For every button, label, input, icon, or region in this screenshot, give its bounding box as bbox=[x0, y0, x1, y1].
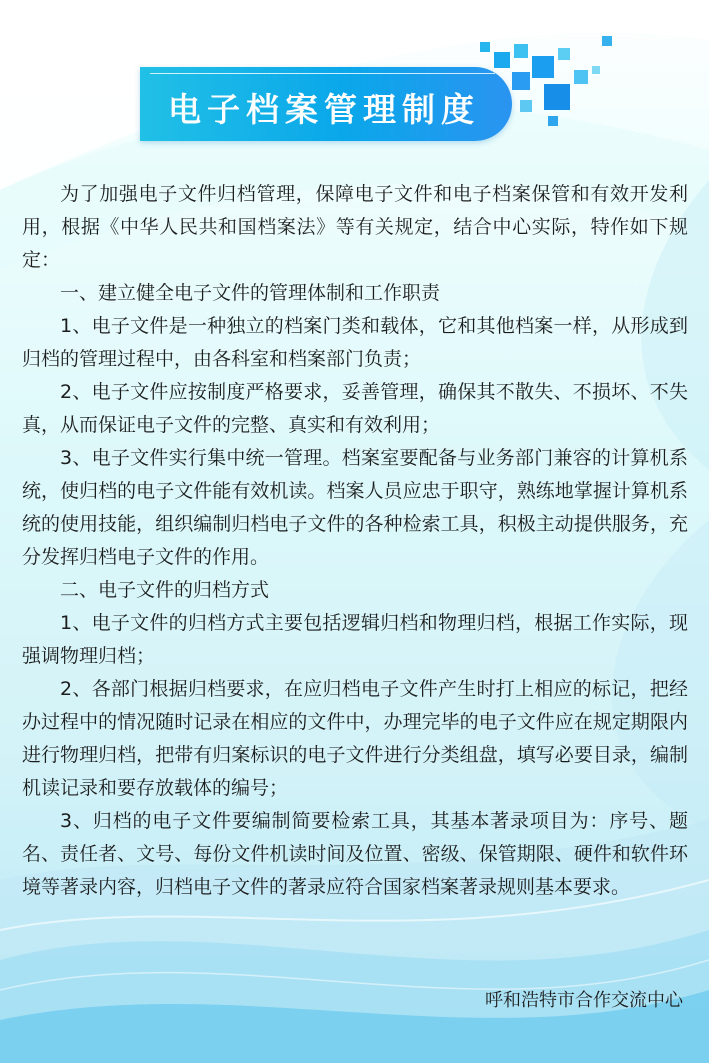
section-heading-1: 一、建立健全电子文件的管理体制和工作职责 bbox=[60, 282, 441, 304]
paragraph-2-3: 3、归档的电子文件要编制简要检索工具，其基本著录项目为：序号、题名、责任者、文号、每份文件机读时间及位置、密级、保管期限、硬件和软件环境等著录内容，归档电子文件的著录应符合国家档案著录规则基本要求。 bbox=[22, 810, 688, 898]
document-body bbox=[22, 178, 688, 904]
paragraph-1-1: 1、电子文件是一种独立的档案门类和载体，它和其他档案一样，从形成到归档的管理过程中，由各科室和档案部门负责； bbox=[22, 315, 688, 370]
paragraph-2-1: 1、电子文件的归档方式主要包括逻辑归档和物理归档，根据工作实际，现强调物理归档； bbox=[22, 612, 688, 667]
section-heading-2: 二、电子文件的归档方式 bbox=[60, 579, 270, 601]
paragraph-intro: 为了加强电子文件归档管理，保障电子文件和电子档案保管和有效开发利用，根据《中华人民共和国档案法》等有关规定，结合中心实际，特作如下规定： bbox=[22, 183, 688, 271]
organization-signature: 呼和浩特市合作交流中心 bbox=[485, 990, 683, 1011]
title-divider bbox=[150, 73, 495, 74]
page-title: 电子档案管理制度 bbox=[168, 90, 480, 129]
paragraph-1-2: 2、电子文件应按制度严格要求，妥善管理，确保其不散失、不损坏、不失真，从而保证电子文件的完整、真实和有效利用； bbox=[22, 381, 688, 436]
paragraph-1-3: 3、电子文件实行集中统一管理。档案室要配备与业务部门兼容的计算机系统，使归档的电子文件能有效机读。档案人员应忠于职守，熟练地掌握计算机系统的使用技能，组织编制归档电子文件的各种检索工具，积极主动提供服务，充分发挥归档电子文件的作用。 bbox=[22, 447, 688, 568]
paragraph-2-2: 2、各部门根据归档要求，在应归档电子文件产生时打上相应的标记，把经办过程中的情况随时记录在相应的文件中，办理完毕的电子文件应在规定期限内进行物理归档，把带有归案标识的电子文件进行分类组盘，填写必要目录，编制机读记录和要存放载体的编号； bbox=[22, 678, 688, 799]
